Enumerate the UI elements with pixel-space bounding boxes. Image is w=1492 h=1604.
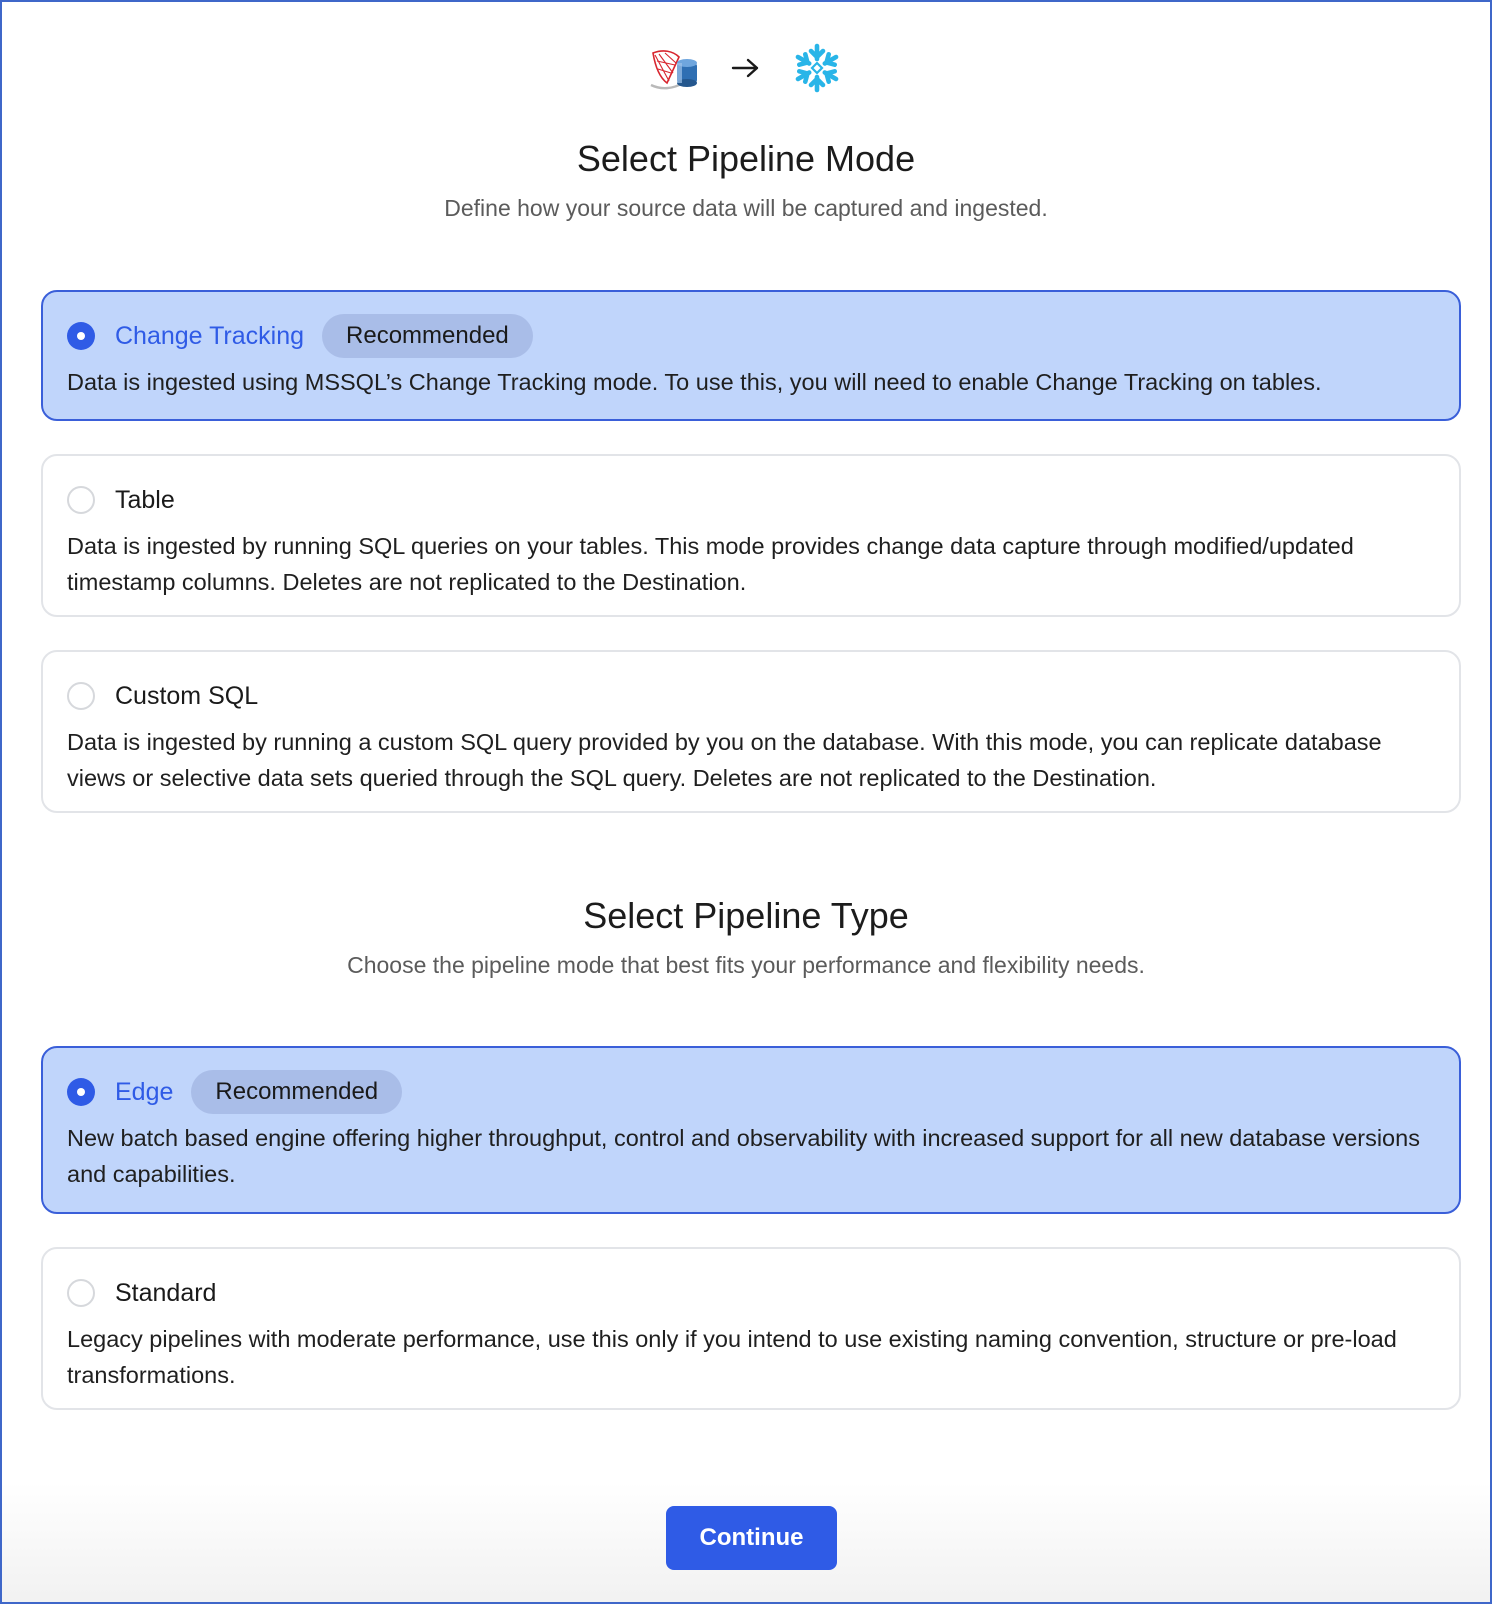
option-title: Change Tracking <box>115 321 305 350</box>
radio-standard[interactable] <box>67 1279 95 1307</box>
type-section-subtitle: Choose the pipeline mode that best fits your performance and flexibility needs. <box>347 952 1145 978</box>
source-destination-header <box>2 40 1490 96</box>
option-title: Edge <box>115 1077 174 1106</box>
option-title: Table <box>115 485 175 514</box>
mode-option-change-tracking[interactable] <box>41 290 1461 421</box>
option-title: Custom SQL <box>115 681 259 710</box>
recommended-badge: Recommended <box>191 1070 402 1114</box>
option-description: Legacy pipelines with moderate performance, use this only if you intend to use existing naming convention, structure or pre-load transformations. <box>67 1326 1397 1388</box>
type-option-standard[interactable] <box>41 1247 1461 1410</box>
continue-button[interactable]: Continue <box>666 1506 837 1570</box>
snowflake-icon <box>791 42 843 94</box>
radio-change-tracking[interactable] <box>67 322 95 350</box>
type-section-title: Select Pipeline Type <box>583 895 909 936</box>
option-description: New batch based engine offering higher throughput, control and observability with increased support for all new database versions and capabilities. <box>67 1125 1420 1187</box>
mode-section-title: Select Pipeline Mode <box>576 138 916 179</box>
mode-option-custom-sql[interactable] <box>41 650 1461 813</box>
radio-table[interactable] <box>67 486 95 514</box>
option-description: Data is ingested by running a custom SQL query provided by you on the database. With this mode, you can replicate database views or selective data sets queried through the SQL query. Deletes are not replicated to the Destination. <box>67 729 1382 791</box>
type-option-edge[interactable] <box>41 1046 1461 1214</box>
radio-edge[interactable] <box>67 1078 95 1106</box>
recommended-badge: Recommended <box>322 314 533 358</box>
arrow-right-icon <box>731 56 761 80</box>
mode-section-subtitle: Define how your source data will be captured and ingested. <box>444 195 1048 221</box>
radio-custom-sql[interactable] <box>67 682 95 710</box>
option-description: Data is ingested using MSSQL’s Change Tracking mode. To use this, you will need to enable Change Tracking on tables. <box>67 369 1322 395</box>
option-title: Standard <box>115 1278 217 1307</box>
mode-option-table[interactable] <box>41 454 1461 617</box>
mssql-server-icon <box>649 43 701 93</box>
option-description: Data is ingested by running SQL queries on your tables. This mode provides change data capture through modified/updated timestamp columns. Deletes are not replicated to the Destination. <box>67 533 1354 595</box>
